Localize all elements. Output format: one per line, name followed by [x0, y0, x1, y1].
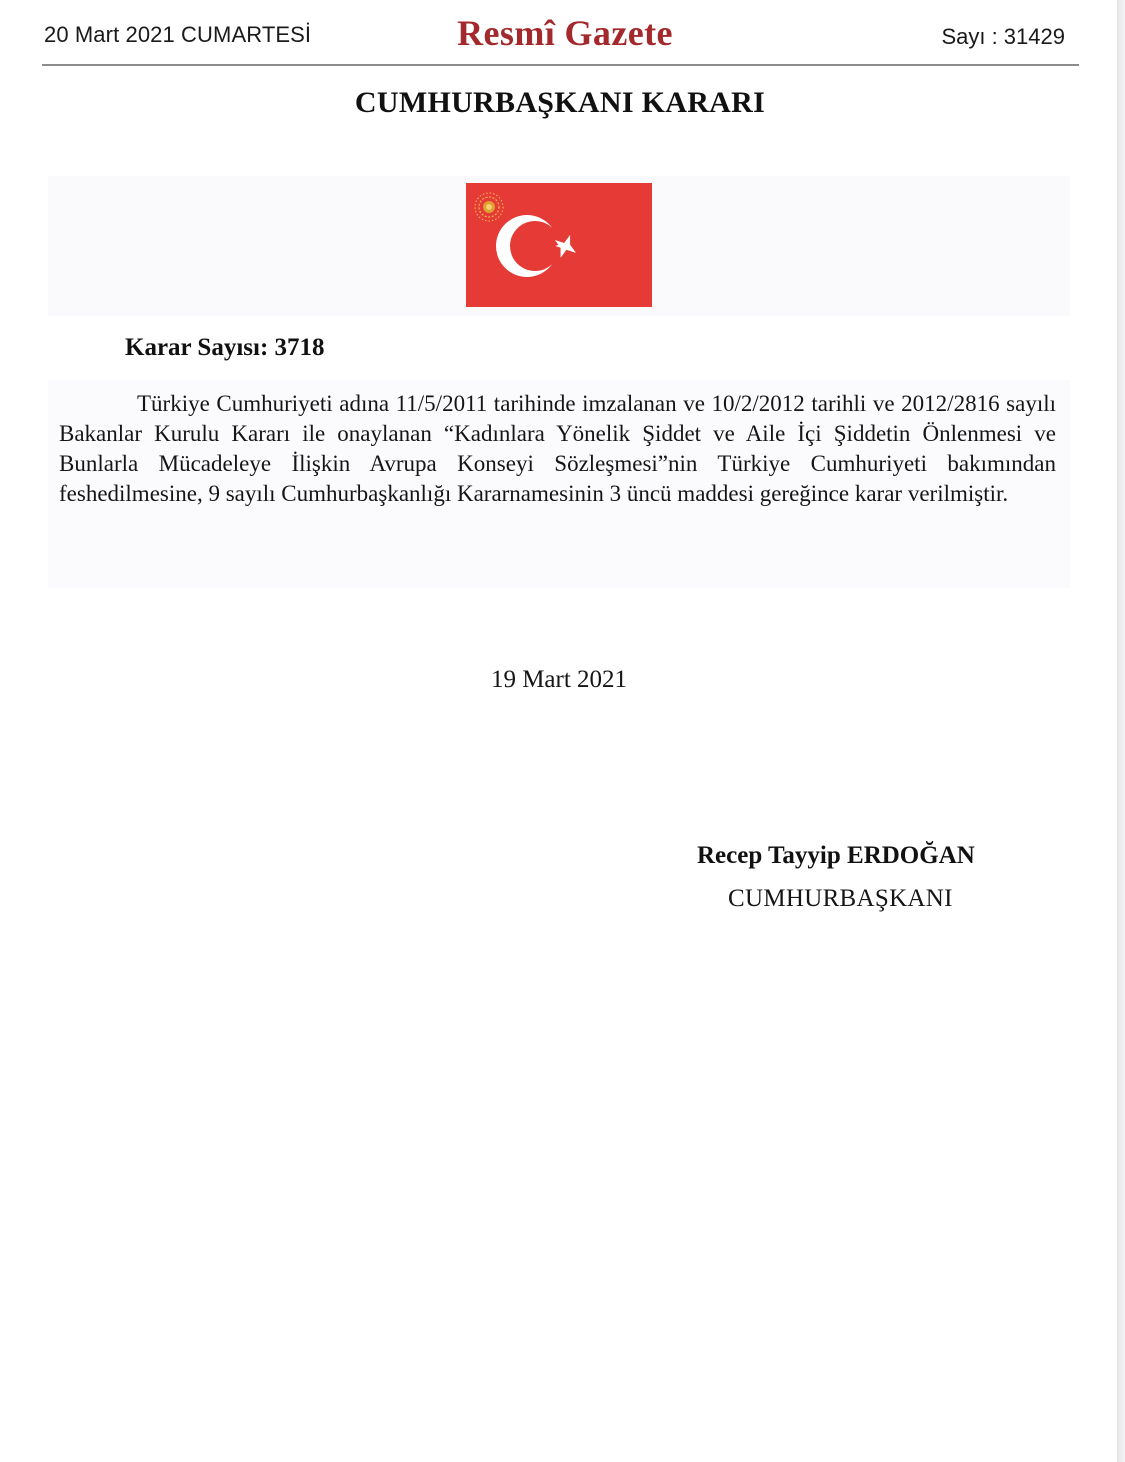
- signer-name: Recep Tayyip ERDOĞAN: [697, 842, 975, 869]
- page-edge-shadow: [1117, 0, 1125, 1462]
- signer-title: CUMHURBAŞKANI: [728, 885, 953, 912]
- decision-date: 19 Mart 2021: [490, 666, 628, 693]
- header-date: 20 Mart 2021 CUMARTESİ: [44, 22, 312, 47]
- decision-body: Türkiye Cumhuriyeti adına 11/5/2011 tarihinde imzalanan ve 10/2/2012 tarihli ve 2012/2816 sayılı Bakanlar Kurulu Kararı ile onaylanan “Kadınlara Yönelik Şiddet ve Aile İçi Şiddetin Önlenmesi ve Bunlarla Mücadeleye İlişkin Avrupa Konseyi Sözleşmesi”nin Türkiye Cumhuriyeti bakımından feshedilmesine, 9 sayılı Cumhurbaşkanlığı Kararnamesinin 3 üncü maddesi gereğince karar verilmiştir.: [59, 391, 1056, 506]
- crescent-inner: [510, 221, 560, 271]
- gazette-title: Resmî Gazete: [457, 13, 673, 53]
- issue-number: Sayı : 31429: [941, 24, 1065, 49]
- document-heading: CUMHURBAŞKANI KARARI: [354, 86, 766, 119]
- decision-number: Karar Sayısı: 3718: [125, 334, 325, 361]
- header-divider: [42, 64, 1079, 66]
- turkish-flag-icon: [466, 183, 652, 307]
